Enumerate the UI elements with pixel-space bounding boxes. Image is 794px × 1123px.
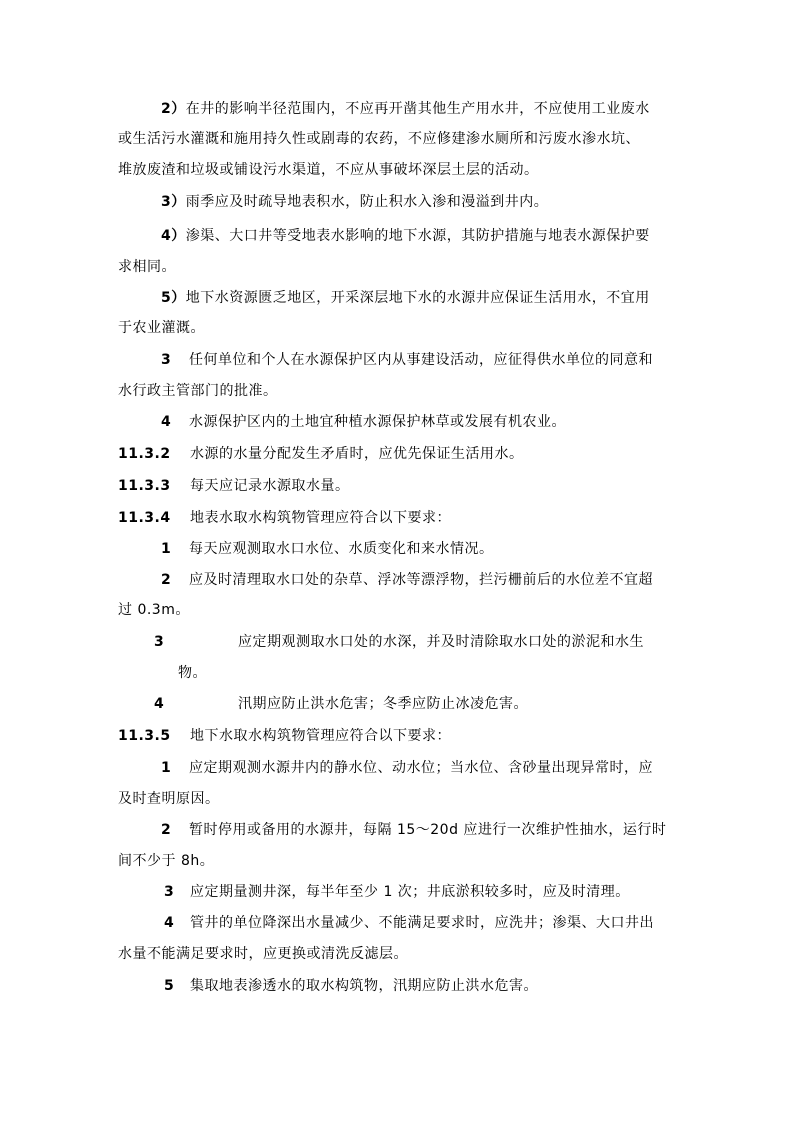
paragraph-line: 间不少于 8h。 — [118, 853, 215, 869]
paragraph-line: 管井的单位降深出水量减少、不能满足要求时，应洗井；渗渠、大口井出 — [190, 915, 654, 931]
clause-11-3-2 — [118, 444, 524, 464]
list-item-4 — [161, 226, 650, 246]
paragraph-line: 应定期观测水源井内的静水位、动水位；当水位、含砂量出现异常时，应 — [189, 760, 653, 776]
paragraph-line: 及时查明原因。 — [118, 791, 220, 807]
paragraph-line: 每天应记录水源取水量。 — [190, 478, 350, 494]
item-number: 2 — [161, 572, 172, 588]
item-number: 5） — [161, 290, 186, 306]
paragraph-line: 水源的水量分配发生矛盾时，应优先保证生活用水。 — [190, 446, 524, 462]
item-number: 1 — [161, 760, 172, 776]
paragraph-line: 过 0.3m。 — [118, 602, 190, 618]
paragraph-line: 暂时停用或备用的水源井，每隔 15～20d 应进行一次维护性抽水，运行时 — [189, 822, 667, 838]
item-number: 4 — [154, 696, 165, 712]
paragraph-line: 每天应观测取水口水位、水质变化和来水情况。 — [189, 541, 494, 557]
paragraph-line: 地下水资源匮乏地区，开采深层地下水的水源井应保证生活用水，不宜用 — [185, 290, 650, 306]
paragraph-line: 或生活污水灌溉和施用持久性或剧毒的农药，不应修建渗水厕所和污废水渗水坑、 — [118, 131, 640, 147]
clause-11-3-5 — [118, 726, 451, 746]
paragraph-line: 应定期量测井深，每半年至少 1 次；井底淤积较多时，应及时清理。 — [190, 884, 630, 900]
list-item-5 — [161, 288, 650, 308]
paragraph-line: 物。 — [178, 665, 207, 681]
paragraph-line: 在井的影响半径范围内，不应再开凿其他生产用水井，不应使用工业废水 — [185, 101, 650, 117]
paragraph-line: 渗渠、大口井等受地表水影响的地下水源，其防护措施与地表水源保护要 — [185, 228, 650, 244]
list-item-3 — [161, 192, 548, 212]
item-number: 3） — [161, 194, 186, 210]
item-number: 3 — [164, 884, 175, 900]
item-number: 5 — [164, 978, 175, 994]
list-item-2 — [161, 820, 666, 840]
item-number: 4 — [164, 915, 175, 931]
clause-item-3 — [161, 350, 653, 370]
paragraph-line: 汛期应防止洪水危害；冬季应防止冰凌危害。 — [238, 696, 528, 712]
list-item-1 — [161, 758, 653, 778]
clause-11-3-4 — [118, 508, 451, 528]
paragraph-line: 水量不能满足要求时，应更换或清洗反滤层。 — [118, 946, 408, 962]
list-item-3 — [154, 632, 644, 652]
clause-11-3-3 — [118, 476, 350, 496]
list-item-4 — [164, 913, 654, 933]
clause-number: 11.3.3 — [118, 478, 171, 494]
item-number: 2 — [161, 822, 172, 838]
item-number: 1 — [161, 541, 172, 557]
paragraph-line: 应及时清理取水口处的杂草、浮冰等漂浮物，拦污栅前后的水位差不宜超 — [189, 572, 653, 588]
list-item-3 — [164, 882, 630, 902]
paragraph-line: 堆放废渣和垃圾或铺设污水渠道，不应从事破坏深层土层的活动。 — [118, 162, 539, 178]
list-item-2 — [161, 570, 653, 590]
paragraph-line: 集取地表渗透水的取水构筑物，汛期应防止洪水危害。 — [190, 978, 538, 994]
paragraph-line: 水源保护区内的土地宜种植水源保护林草或发展有机农业。 — [189, 414, 566, 430]
paragraph-line: 雨季应及时疏导地表积水，防止积水入渗和漫溢到井内。 — [185, 194, 549, 210]
list-item-1 — [161, 539, 494, 559]
paragraph-line: 求相同。 — [118, 259, 176, 275]
item-number: 4） — [161, 228, 186, 244]
paragraph-line: 地表水取水构筑物管理应符合以下要求： — [190, 510, 451, 526]
paragraph-line: 应定期观测取水口处的水深，并及时清除取水口处的淤泥和水生 — [238, 634, 644, 650]
list-item-2 — [161, 99, 650, 119]
item-number: 3 — [154, 634, 165, 650]
clause-item-4 — [161, 412, 566, 432]
paragraph-line: 任何单位和个人在水源保护区内从事建设活动，应征得供水单位的同意和 — [189, 352, 653, 368]
paragraph-line: 水行政主管部门的批准。 — [118, 383, 278, 399]
paragraph-line: 于农业灌溉。 — [118, 320, 205, 336]
item-number: 3 — [161, 352, 172, 368]
item-number: 4 — [161, 414, 172, 430]
clause-number: 11.3.2 — [118, 446, 171, 462]
list-item-5 — [164, 976, 538, 996]
clause-number: 11.3.5 — [118, 728, 171, 744]
list-item-4 — [154, 694, 528, 714]
item-number: 2） — [161, 101, 186, 117]
clause-number: 11.3.4 — [118, 510, 171, 526]
paragraph-line: 地下水取水构筑物管理应符合以下要求： — [190, 728, 451, 744]
